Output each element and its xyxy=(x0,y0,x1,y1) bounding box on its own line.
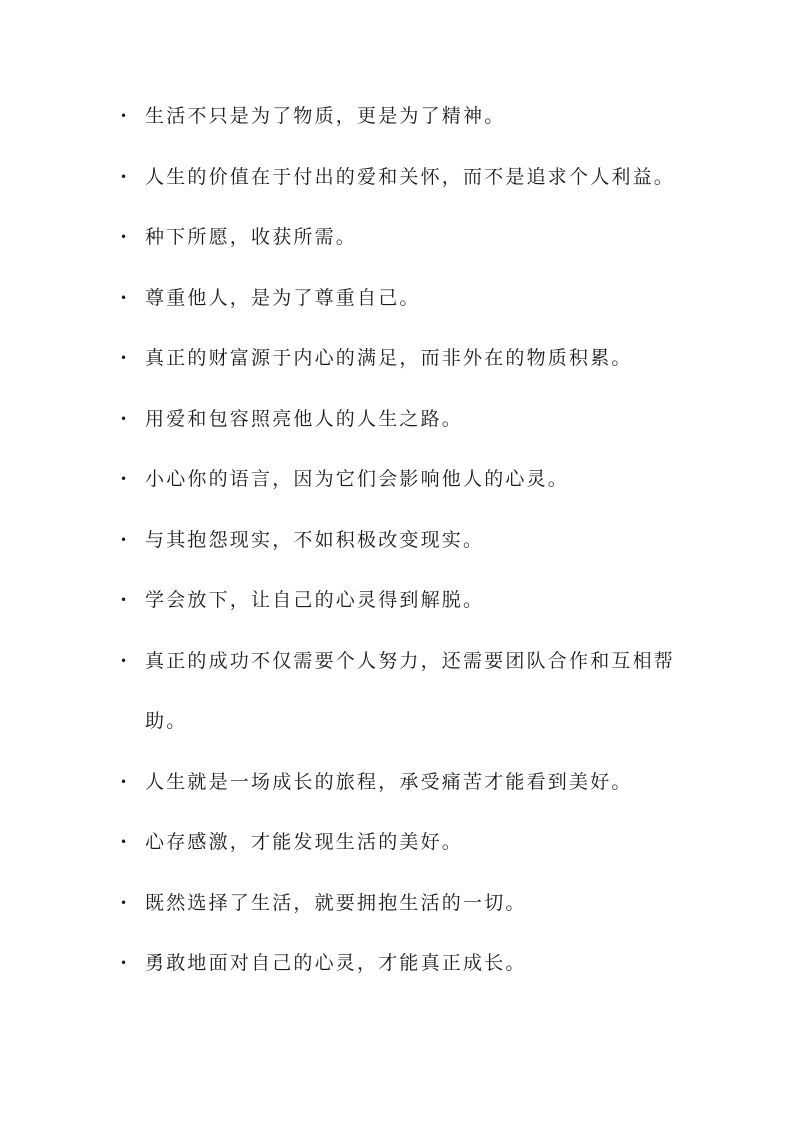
list-item xyxy=(118,86,698,147)
bullet-icon: • xyxy=(120,653,128,668)
bullet-icon: • xyxy=(120,230,128,244)
list-item xyxy=(118,268,698,329)
quote-text: 真正的财富源于内心的满足，而非外在的物质积累。 xyxy=(145,347,633,369)
quote-text: 种下所愿，收获所需。 xyxy=(145,226,358,248)
list-item xyxy=(118,873,698,934)
quote-text: 生活不只是为了物质，更是为了精神。 xyxy=(145,105,506,127)
list-item xyxy=(118,207,698,268)
bullet-icon: • xyxy=(120,956,128,970)
bullet-icon: • xyxy=(120,411,128,426)
bullet-icon: • xyxy=(120,290,128,305)
quote-text: 真正的成功不仅需要个人努力，还需要团队合作和互相帮助。 xyxy=(145,649,676,732)
list-item xyxy=(118,570,698,631)
list-item xyxy=(118,389,698,450)
quote-text: 既然选择了生活，就要拥抱生活的一切。 xyxy=(145,891,527,914)
list-item xyxy=(118,510,698,571)
bullet-icon: • xyxy=(120,593,128,607)
bullet-icon: • xyxy=(120,774,128,789)
quote-text: 人生的价值在于付出的爱和关怀，而不是追求个人利益。 xyxy=(145,165,676,188)
bullet-icon: • xyxy=(120,472,128,486)
bullet-icon: • xyxy=(120,532,128,547)
quote-text: 用爱和包容照亮他人的人生之路。 xyxy=(145,407,464,430)
bullet-icon: • xyxy=(120,169,128,184)
quote-text: 学会放下，让自己的心灵得到解脱。 xyxy=(145,589,485,611)
list-item xyxy=(118,812,698,873)
list-item xyxy=(118,328,698,389)
quote-list xyxy=(118,86,698,994)
list-item xyxy=(118,752,698,813)
bullet-icon: • xyxy=(120,351,128,365)
quote-text: 小心你的语言，因为它们会影响他人的心灵。 xyxy=(145,468,570,490)
list-item xyxy=(118,449,698,510)
quote-text: 勇敢地面对自己的心灵，才能真正成长。 xyxy=(145,952,527,974)
bullet-icon: • xyxy=(120,835,128,849)
bullet-icon: • xyxy=(120,895,128,910)
quote-text: 人生就是一场成长的旅程，承受痛苦才能看到美好。 xyxy=(145,770,633,793)
quote-text: 尊重他人，是为了尊重自己。 xyxy=(145,286,421,309)
list-item xyxy=(118,631,698,752)
list-item xyxy=(118,147,698,208)
list-item xyxy=(118,933,698,994)
quote-text: 心存感激，才能发现生活的美好。 xyxy=(145,831,464,853)
bullet-icon: • xyxy=(120,109,128,123)
quote-text: 与其抱怨现实，不如积极改变现实。 xyxy=(145,528,485,551)
